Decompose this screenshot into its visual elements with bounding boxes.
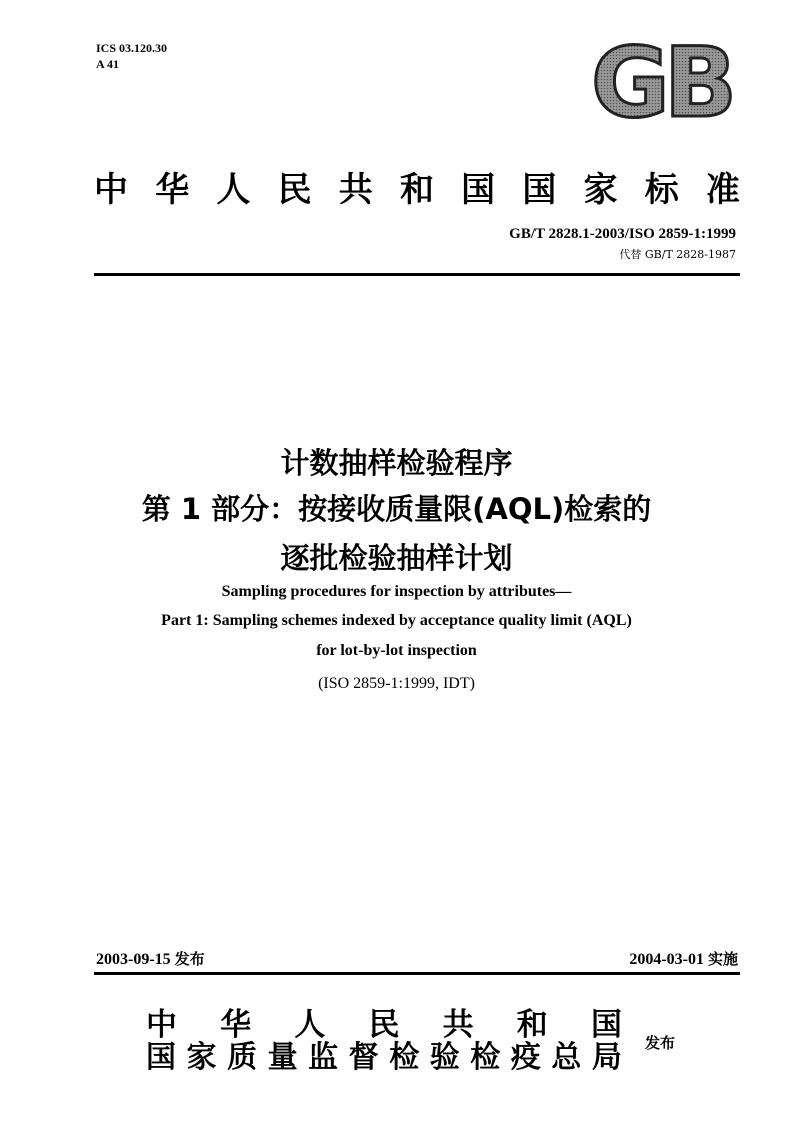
spaced-char: 中 xyxy=(146,1006,177,1043)
spaced-char: 国 xyxy=(146,1040,176,1075)
gb-logo-icon xyxy=(582,36,740,126)
title-en-line1: Sampling procedures for inspection by attributes— xyxy=(221,583,572,600)
spaced-char: 国 xyxy=(522,169,557,210)
ccs-code: A 41 xyxy=(96,57,120,71)
adoption-note: (ISO 2859-1:1999, IDT) xyxy=(318,675,475,692)
spaced-char: 民 xyxy=(368,1006,400,1043)
issue-label: 发布 xyxy=(174,950,205,968)
gb-logo-letters: GB xyxy=(591,36,731,126)
spaced-char: 共 xyxy=(442,1006,474,1043)
spaced-char: 和 xyxy=(399,169,434,210)
spaced-char: 标 xyxy=(644,169,679,210)
issue-date-block xyxy=(96,948,205,969)
title-cn-line2: 第 1 部分：按接收质量限(AQL)检索的 xyxy=(141,492,652,526)
spaced-char: 家 xyxy=(583,169,618,210)
standard-number: GB/T 2828.1-2003/ISO 2859-1:1999 xyxy=(509,226,736,242)
spaced-char: 国 xyxy=(590,1006,622,1043)
spaced-char: 华 xyxy=(220,1006,252,1043)
issuer-action: 发布 xyxy=(645,1034,676,1052)
implement-date: 2004-03-01 xyxy=(629,951,704,968)
spaced-char: 和 xyxy=(516,1006,548,1043)
spaced-char: 检 xyxy=(389,1040,420,1075)
spaced-char: 质 xyxy=(227,1040,258,1075)
gb-logo xyxy=(582,36,740,126)
title-en-line3: for lot-by-lot inspection xyxy=(316,642,477,659)
issue-date: 2003-09-15 xyxy=(96,951,171,968)
ics-code: ICS 03.120.30 xyxy=(96,41,168,55)
implement-label: 实施 xyxy=(707,950,738,968)
replaces-standard: 代替 GB/T 2828-1987 xyxy=(619,248,736,261)
issuer-line2 xyxy=(146,1034,622,1074)
spaced-char: 检 xyxy=(470,1040,501,1075)
title-en-line2: Part 1: Sampling schemes indexed by acceptance quality limit (AQL) xyxy=(161,612,632,629)
title-cn-line3: 逐批检验抽样计划 xyxy=(280,541,513,575)
spaced-char: 局 xyxy=(591,1040,622,1075)
standard-type xyxy=(94,160,740,212)
spaced-char: 家 xyxy=(186,1040,217,1075)
top-divider xyxy=(94,273,740,276)
spaced-char: 总 xyxy=(551,1040,582,1075)
spaced-char: 验 xyxy=(429,1040,460,1075)
spaced-char: 监 xyxy=(308,1040,339,1075)
spaced-char: 人 xyxy=(294,1006,326,1043)
spaced-char: 国 xyxy=(461,169,496,210)
classification-codes xyxy=(96,40,167,72)
spaced-char: 民 xyxy=(277,169,312,210)
title-cn-line1: 计数抽样检验程序 xyxy=(280,446,513,480)
spaced-char: 疫 xyxy=(510,1040,541,1075)
spaced-char: 准 xyxy=(705,169,740,210)
spaced-char: 中 xyxy=(94,169,128,210)
spaced-char: 共 xyxy=(338,169,373,210)
spaced-char: 华 xyxy=(155,169,190,210)
spaced-char: 人 xyxy=(216,169,251,210)
spaced-char: 量 xyxy=(267,1040,298,1075)
bottom-divider xyxy=(94,972,740,975)
implement-date-block xyxy=(629,948,738,969)
spaced-char: 督 xyxy=(348,1040,379,1075)
